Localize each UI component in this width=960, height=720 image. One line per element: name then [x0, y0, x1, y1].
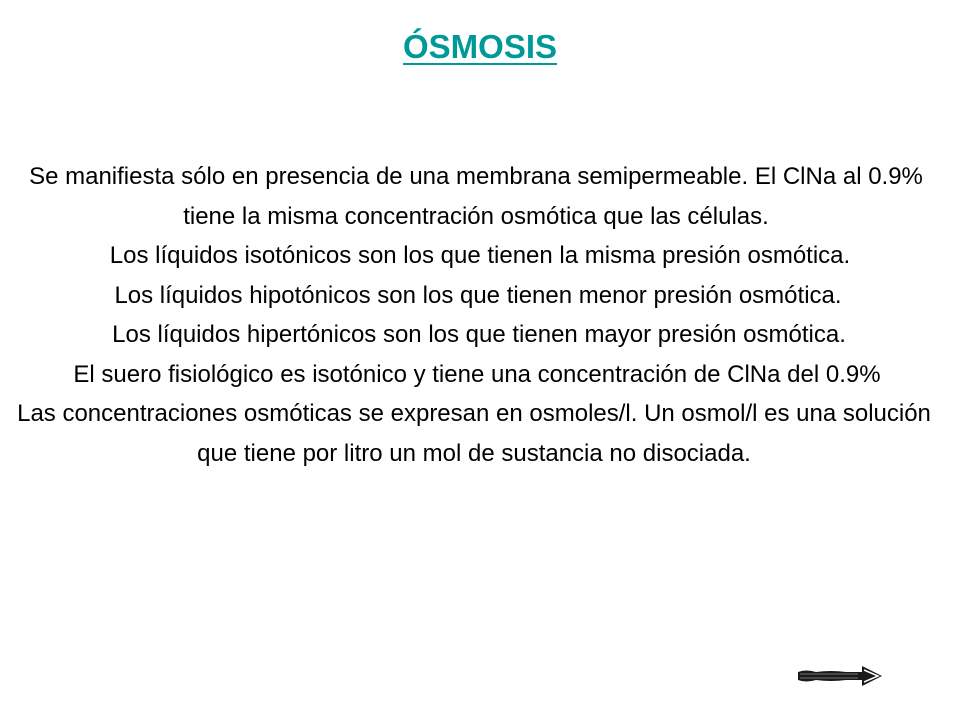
paragraph-osmosis-definition: Se manifiesta sólo en presencia de una membrana semipermeable. El ClNa al 0.9% tiene la misma concentración osmótica que las células.: [29, 163, 923, 230]
paragraph-physiological-serum: El suero fisiológico es isotónico y tiene una concentración de ClNa del 0.9%: [73, 360, 881, 388]
paragraph-isotonic: Los líquidos isotónicos son los que tienen la misma presión osmótica.: [109, 242, 851, 269]
paragraph-hypotonic: Los líquidos hipotónicos son los que tienen menor presión osmótica.: [114, 281, 842, 309]
paragraph-hypertonic: Los líquidos hipertónicos son los que tienen mayor presión osmótica.: [112, 321, 846, 348]
title-link[interactable]: ÓSMOSIS: [402, 28, 558, 65]
slide-title: [0, 28, 960, 66]
next-slide-button[interactable]: [796, 664, 886, 688]
slide-body: [0, 157, 940, 473]
paragraph-osmol-definition: Las concentraciones osmóticas se expresan en osmoles/l. Un osmol/l es una solución que tiene por litro un mol de sustancia no disociada.: [17, 400, 931, 467]
right-arrow-icon: [796, 664, 886, 688]
